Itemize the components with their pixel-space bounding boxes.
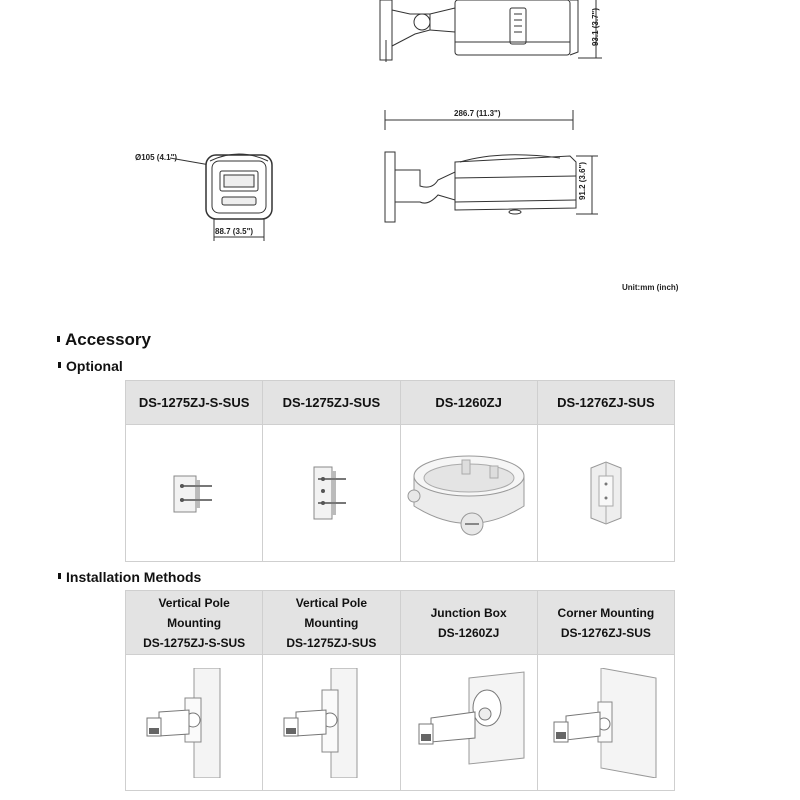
unit-note: Unit:mm (inch)	[622, 283, 679, 292]
installation-header-cell: Vertical Pole Mounting DS-1275ZJ-SUS	[263, 591, 400, 655]
corner-bracket-icon	[581, 458, 631, 528]
installation-image-cell	[263, 655, 400, 791]
bullet-square-icon	[58, 573, 61, 579]
optional-model-cell: DS-1275ZJ-S-SUS	[126, 381, 263, 425]
optional-accessory-table	[125, 380, 675, 562]
top-height-dimension: 93.1 (3.7")	[591, 8, 600, 47]
installation-image-cell	[537, 655, 674, 791]
installation-header-cell: Vertical Pole Mounting DS-1275ZJ-S-SUS	[126, 591, 263, 655]
installation-methods-table	[125, 590, 675, 791]
installation-header-cell: Corner Mounting DS-1276ZJ-SUS	[537, 591, 674, 655]
tall-pole-bracket-icon	[306, 463, 356, 523]
short-pole-bracket-icon	[164, 468, 224, 518]
pole-mount-camera-icon	[139, 668, 249, 778]
optional-model-cell: DS-1276ZJ-SUS	[537, 381, 674, 425]
bullet-square-icon	[57, 336, 60, 342]
top-view-drawing	[370, 0, 620, 70]
accessory-title: Accessory	[57, 330, 151, 350]
optional-model-cell: DS-1260ZJ	[400, 381, 537, 425]
junction-box-mount-camera-icon	[409, 668, 529, 778]
corner-mount-camera-icon	[546, 668, 666, 778]
optional-image-cell	[263, 425, 400, 562]
side-height-dimension: 91.2 (3.6")	[578, 162, 587, 201]
side-view-drawing	[380, 140, 610, 230]
installation-image-cell	[126, 655, 263, 791]
front-view-drawing	[130, 145, 290, 245]
optional-model-cell: DS-1275ZJ-SUS	[263, 381, 400, 425]
optional-title: Optional	[58, 358, 123, 374]
side-length-dimension: 286.7 (11.3")	[454, 109, 501, 118]
installation-title: Installation Methods	[58, 569, 201, 585]
installation-header-cell: Junction Box DS-1260ZJ	[400, 591, 537, 655]
optional-image-cell	[126, 425, 263, 562]
optional-image-cell	[537, 425, 674, 562]
bullet-square-icon	[58, 362, 61, 368]
pole-mount-camera-icon	[276, 668, 386, 778]
front-width-dimension: 88.7 (3.5")	[215, 227, 254, 236]
installation-image-cell	[400, 655, 537, 791]
optional-image-cell	[400, 425, 537, 562]
junction-box-icon	[404, 446, 534, 541]
front-diameter-dimension: Ø105 (4.1")	[135, 153, 178, 162]
